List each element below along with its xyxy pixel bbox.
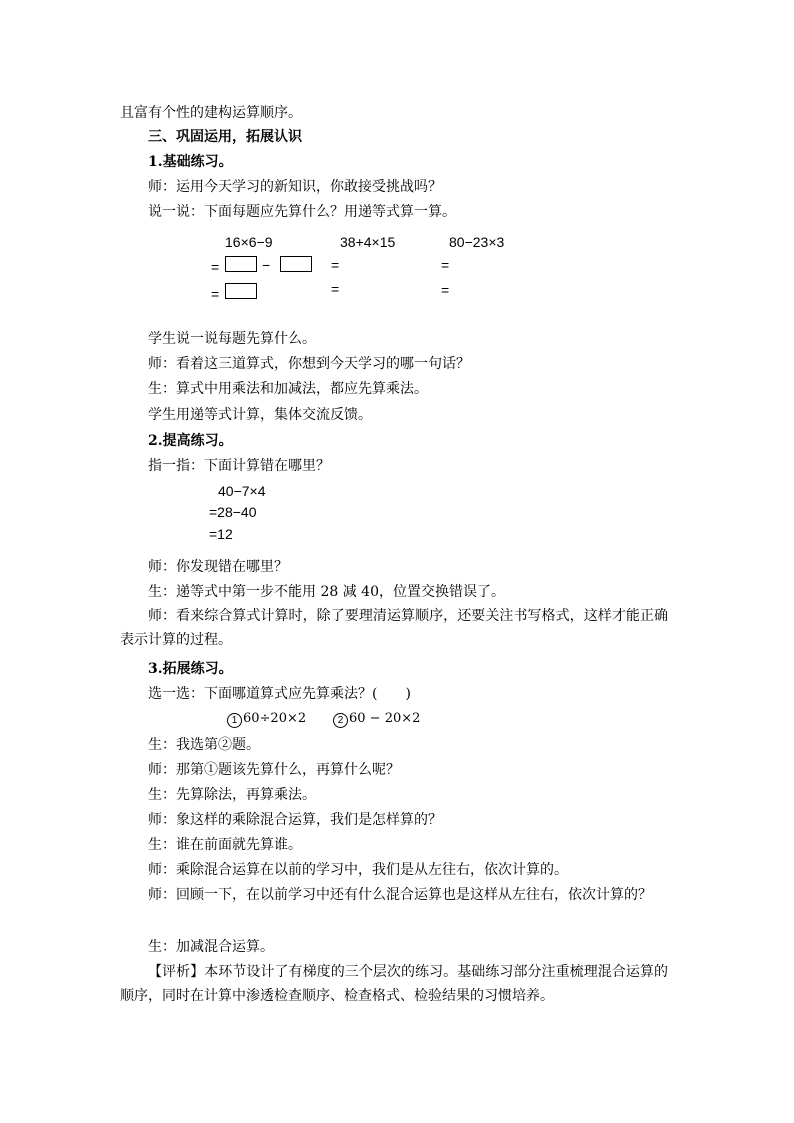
text-line: 生：谁在前面就先算谁。 <box>148 837 302 853</box>
section-heading: 三、巩固运用，拓展认识 <box>148 129 302 145</box>
text-line: 生：先算除法，再算乘法。 <box>148 787 316 803</box>
equals-sign: = <box>211 286 220 302</box>
equals-sign: = <box>441 282 450 298</box>
option-1-text: 60÷20×2 <box>243 711 307 726</box>
answer-box <box>225 283 257 299</box>
calc-line: =12 <box>209 526 233 542</box>
expression-1: 16×6−9 <box>225 234 273 250</box>
subsection-heading: 1.基础练习。 <box>148 154 233 170</box>
text-line: 生：我选第②题。 <box>148 737 260 753</box>
equals-sign: = <box>331 281 340 297</box>
text-line: 师：看着这三道算式，你想到今天学习的哪一句话？ <box>148 356 470 372</box>
text-line: 师：那第①题该先算什么，再算什么呢？ <box>148 762 400 778</box>
text-line: 师：象这样的乘除混合运算，我们是怎样算的？ <box>148 812 442 828</box>
text-line: 指一指：下面计算错在哪里？ <box>148 458 330 474</box>
text-line: 师：乘除混合运算在以前的学习中，我们是从左往右，依次计算的。 <box>148 862 568 878</box>
text-line: 生：算式中用乘法和加减法，都应先算乘法。 <box>148 381 428 397</box>
text-line: 生：递等式中第一步不能用 28 减 40，位置交换错误了。 <box>148 584 505 600</box>
text-line: 选一选：下面哪道算式应先算乘法？( ) <box>148 686 411 702</box>
text-line: 学生说一说每题先算什么。 <box>148 331 316 347</box>
subsection-heading: 2.提高练习。 <box>148 433 233 449</box>
answer-box <box>280 256 312 272</box>
text-line: 学生用递等式计算，集体交流反馈。 <box>148 407 372 423</box>
paragraph: 师：看来综合算式计算时，除了要理清运算顺序，还要关注书写格式，这样才能正确表示计算的过程。 <box>120 608 668 648</box>
answer-box <box>225 256 257 272</box>
equals-sign: = <box>441 257 450 273</box>
option-1 <box>227 710 306 728</box>
evaluation-paragraph: 【评析】本环节设计了有梯度的三个层次的练习。基础练习部分注重梳理混合运算的顺序，同时在计算中渗透检查顺序、检查格式、检验结果的习惯培养。 <box>120 964 668 1004</box>
equals-sign: = <box>331 257 340 273</box>
subsection-heading: 3.拓展练习。 <box>148 661 233 677</box>
circled-number-2: 2 <box>333 713 348 728</box>
equals-sign: = <box>211 259 220 275</box>
option-2-text: 60 − 20×2 <box>349 711 421 726</box>
text-line: 师：你发现错在哪里？ <box>148 559 288 575</box>
text-line: 且富有个性的建构运算顺序。 <box>120 105 302 121</box>
expression-3: 80−23×3 <box>449 234 505 250</box>
text-line: 师：运用今天学习的新知识，你敢接受挑战吗？ <box>148 179 442 195</box>
option-2 <box>333 710 420 728</box>
paragraph: 师：回顾一下，在以前学习中还有什么混合运算也是这样从左往右，依次计算的？ <box>148 887 652 903</box>
expression-2: 38+4×15 <box>340 234 396 250</box>
text-line: 说一说：下面每题应先算什么？用递等式算一算。 <box>148 204 456 220</box>
calc-line: =28−40 <box>209 504 257 520</box>
text-line: 生：加减混合运算。 <box>148 939 274 955</box>
calc-line: 40−7×4 <box>218 483 266 499</box>
circled-number-1: 1 <box>227 713 242 728</box>
minus-sign: − <box>262 257 271 273</box>
